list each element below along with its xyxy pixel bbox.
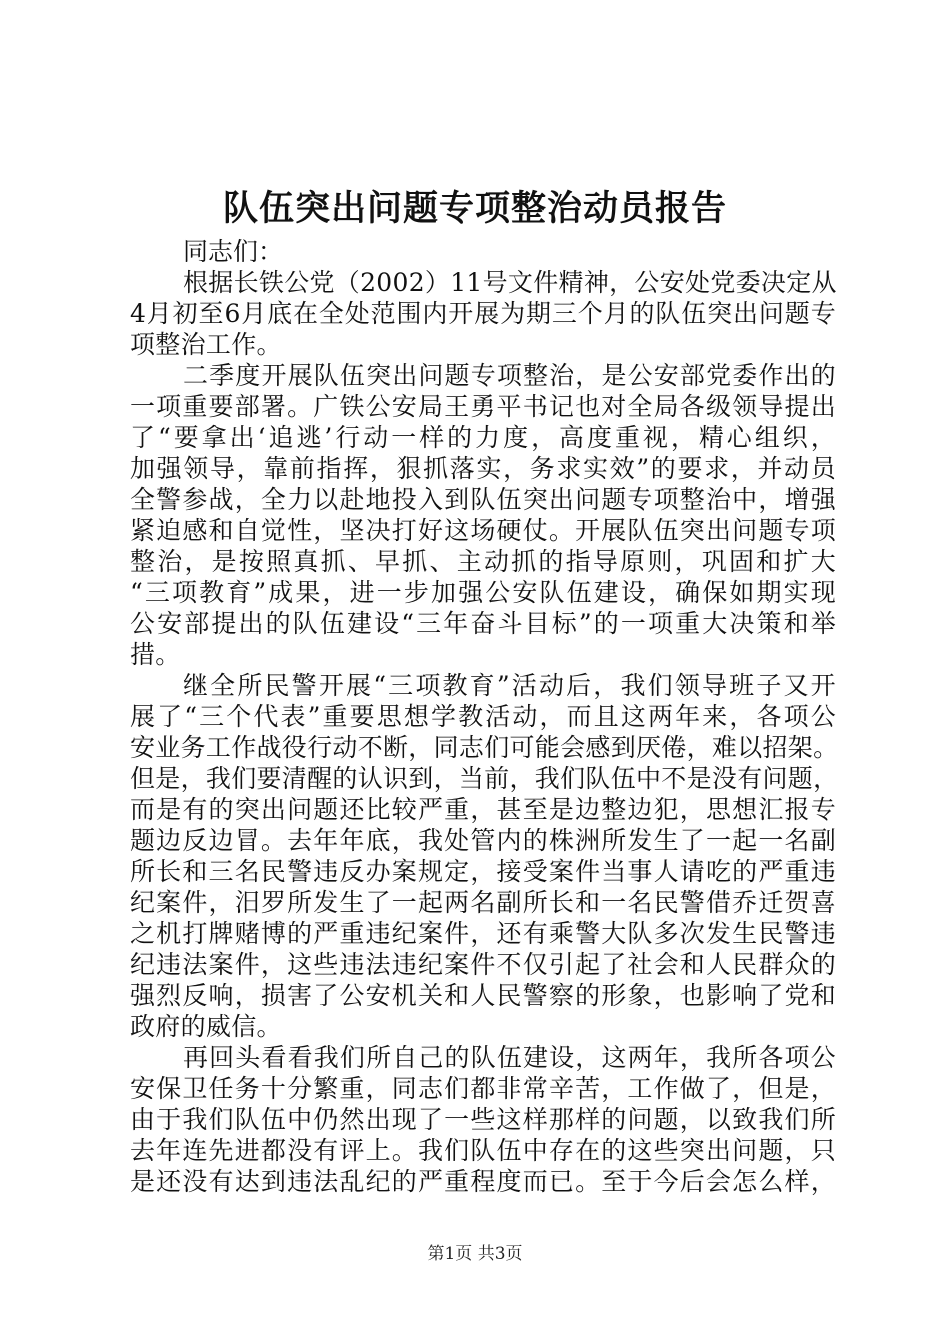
paragraph-line: 全警参战，全力以赴地投入到队伍突出问题专项整治中，增强 — [130, 485, 836, 514]
document-title: 队伍突出问题专项整治动员报告 — [222, 188, 727, 229]
paragraph-line: 政府的威信。 — [130, 1012, 282, 1041]
paragraph-line: 根据长铁公党（2002）11号文件精神，公安处党委决定从 — [183, 268, 837, 297]
paragraph-line: 继全所民警开展“三项教育”活动后，我们领导班子又开 — [183, 671, 836, 700]
paragraph-line: 题边反边冒。去年年底，我处管内的株洲所发生了一起一名副 — [130, 826, 836, 855]
paragraph-line: 是还没有达到违法乱纪的严重程度而已。至于今后会怎么样， — [130, 1167, 836, 1196]
paragraph-line: 项整治工作。 — [130, 330, 282, 359]
paragraph-line: 纪违法案件，这些违法违纪案件不仅引起了社会和人民群众的 — [130, 950, 836, 979]
paragraph-line: 了“要拿出‘追逃’行动一样的力度，高度重视，精心组织， — [130, 423, 836, 452]
paragraph-line: 公安部提出的队伍建设“三年奋斗目标”的一项重大决策和举 — [130, 609, 836, 638]
paragraph-line: 展了“三个代表”重要思想学教活动，而且这两年来，各项公 — [130, 702, 836, 731]
page-footer: 第1页 共3页 — [427, 1244, 523, 1264]
paragraph-line: “三项教育”成果，进一步加强公安队伍建设，确保如期实现 — [130, 578, 836, 607]
document-body — [130, 236, 839, 1197]
body-paragraph — [130, 670, 839, 1042]
body-paragraph — [130, 1042, 836, 1197]
body-paragraph — [130, 360, 836, 670]
paragraph-line: 二季度开展队伍突出问题专项整治，是公安部党委作出的 — [183, 361, 836, 390]
greeting: 同志们： — [183, 237, 284, 266]
paragraph-line: 之机打牌赌博的严重违纪案件，还有乘警大队多次发生民警违 — [130, 919, 836, 948]
paragraph-line: 但是，我们要清醒的认识到，当前，我们队伍中不是没有问题， — [130, 764, 839, 793]
paragraph-line: 而是有的突出问题还比较严重，甚至是边整边犯，思想汇报专 — [130, 795, 836, 824]
paragraph-line: 安业务工作战役行动不断，同志们可能会感到厌倦，难以招架。 — [130, 733, 839, 762]
paragraph-line: 纪案件，汨罗所发生了一起两名副所长和一名民警借乔迁贺喜 — [130, 888, 836, 917]
paragraph-line: 所长和三名民警违反办案规定，接受案件当事人请吃的严重违 — [130, 857, 836, 886]
paragraph-line: 去年连先进都没有评上。我们队伍中存在的这些突出问题，只 — [130, 1136, 836, 1165]
paragraph-line: 再回头看看我们所自己的队伍建设，这两年，我所各项公 — [183, 1043, 836, 1072]
body-paragraph — [130, 267, 836, 360]
paragraph-line: 4月初至6月底在全处范围内开展为期三个月的队伍突出问题专 — [130, 299, 836, 328]
paragraph-line: 一项重要部署。广铁公安局王勇平书记也对全局各级领导提出 — [130, 392, 836, 421]
paragraph-line: 安保卫任务十分繁重，同志们都非常辛苦，工作做了，但是， — [130, 1074, 836, 1103]
paragraph-line: 由于我们队伍中仍然出现了一些这样那样的问题，以致我们所 — [130, 1105, 836, 1134]
paragraph-line: 整治，是按照真抓、早抓、主动抓的指导原则，巩固和扩大 — [130, 547, 836, 576]
paragraph-list — [130, 267, 839, 1197]
paragraph-line: 强烈反响，损害了公安机关和人民警察的形象，也影响了党和 — [130, 981, 836, 1010]
paragraph-line: 加强领导，靠前指挥，狠抓落实，务求实效”的要求，并动员 — [130, 454, 836, 483]
paragraph-line: 措。 — [130, 640, 181, 669]
paragraph-line: 紧迫感和自觉性，坚决打好这场硬仗。开展队伍突出问题专项 — [130, 516, 836, 545]
